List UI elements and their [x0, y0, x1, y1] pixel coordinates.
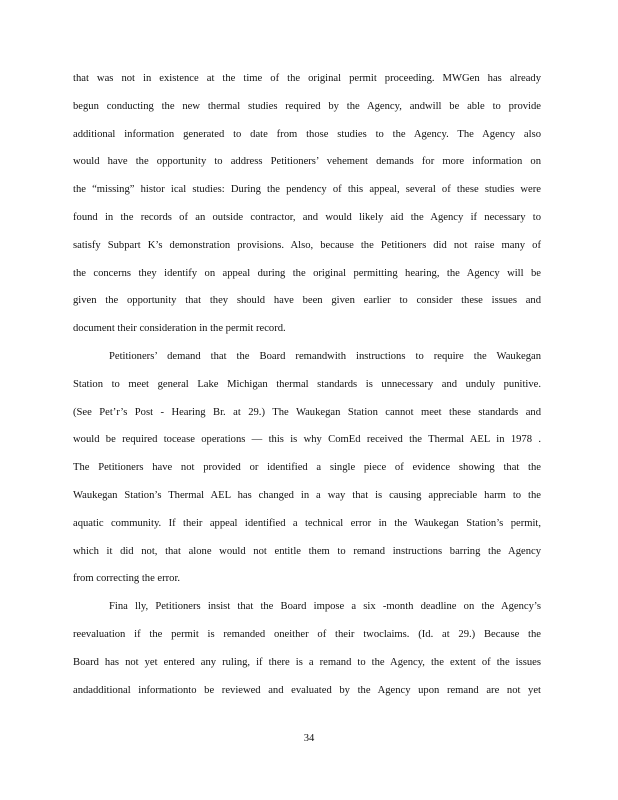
text-line: The Petitioners have not provided or identified a single piece of evidence showing that the — [73, 462, 541, 474]
text-line: found in the records of an outside contractor, and would likely aid the Agency if necessary to — [73, 211, 541, 223]
text-line: satisfy Subpart K’s demonstration provisions. Also, because the Petitioners did not raise many of — [73, 239, 541, 251]
text-line: would be required tocease operations — this is why ComEd received the Thermal AEL in 1978 . — [73, 434, 541, 446]
text-line: which it did not, that alone would not entitle them to remand instructions barring the Agency — [73, 545, 541, 557]
body-text — [73, 69, 541, 708]
text-line: would have the opportunity to address Petitioners’ vehement demands for more information on — [73, 156, 541, 168]
text-line: from correcting the error. — [73, 573, 181, 585]
text-line: given the opportunity that they should have been given earlier to consider these issues and — [73, 295, 541, 307]
text-line: the “missing” histor ical studies: During the pendency of this appeal, several of these studies were — [73, 184, 541, 196]
text-line: document their consideration in the permit record. — [73, 323, 286, 335]
text-line: that was not in existence at the time of the original permit proceeding. MWGen has already — [73, 73, 541, 84]
text-line: andadditional informationto be reviewed and evaluated by the Agency upon remand are not yet — [73, 684, 541, 696]
text-line: Board has not yet entered any ruling, if there is a remand to the Agency, the extent of the issues — [73, 656, 541, 668]
text-line: Petitioners’ demand that the Board remandwith instructions to require the Waukegan — [109, 350, 541, 362]
text-line: aquatic community. If their appeal identified a technical error in the Waukegan Station’s permit, — [73, 517, 541, 529]
text-line: additional information generated to date from those studies to the Agency. The Agency also — [73, 128, 541, 140]
page-number: 34 — [303, 733, 315, 744]
text-line: reevaluation if the permit is remanded oneither of their twoclaims. (Id. at 29.) Because the — [73, 628, 541, 640]
text-line: Station to meet general Lake Michigan thermal standards is unnecessary and unduly punitive. — [73, 378, 541, 390]
text-line: Fina lly, Petitioners insist that the Board impose a six -month deadline on the Agency’s — [109, 601, 541, 613]
text-line: Waukegan Station’s Thermal AEL has changed in a way that is causing appreciable harm to the — [73, 489, 541, 501]
text-line: the concerns they identify on appeal during the original permitting hearing, the Agency will be — [73, 267, 541, 279]
text-line: begun conducting the new thermal studies required by the Agency, andwill be able to provide — [73, 100, 541, 112]
text-line: (See Pet’r’s Post - Hearing Br. at 29.) The Waukegan Station cannot meet these standards and — [73, 406, 541, 418]
